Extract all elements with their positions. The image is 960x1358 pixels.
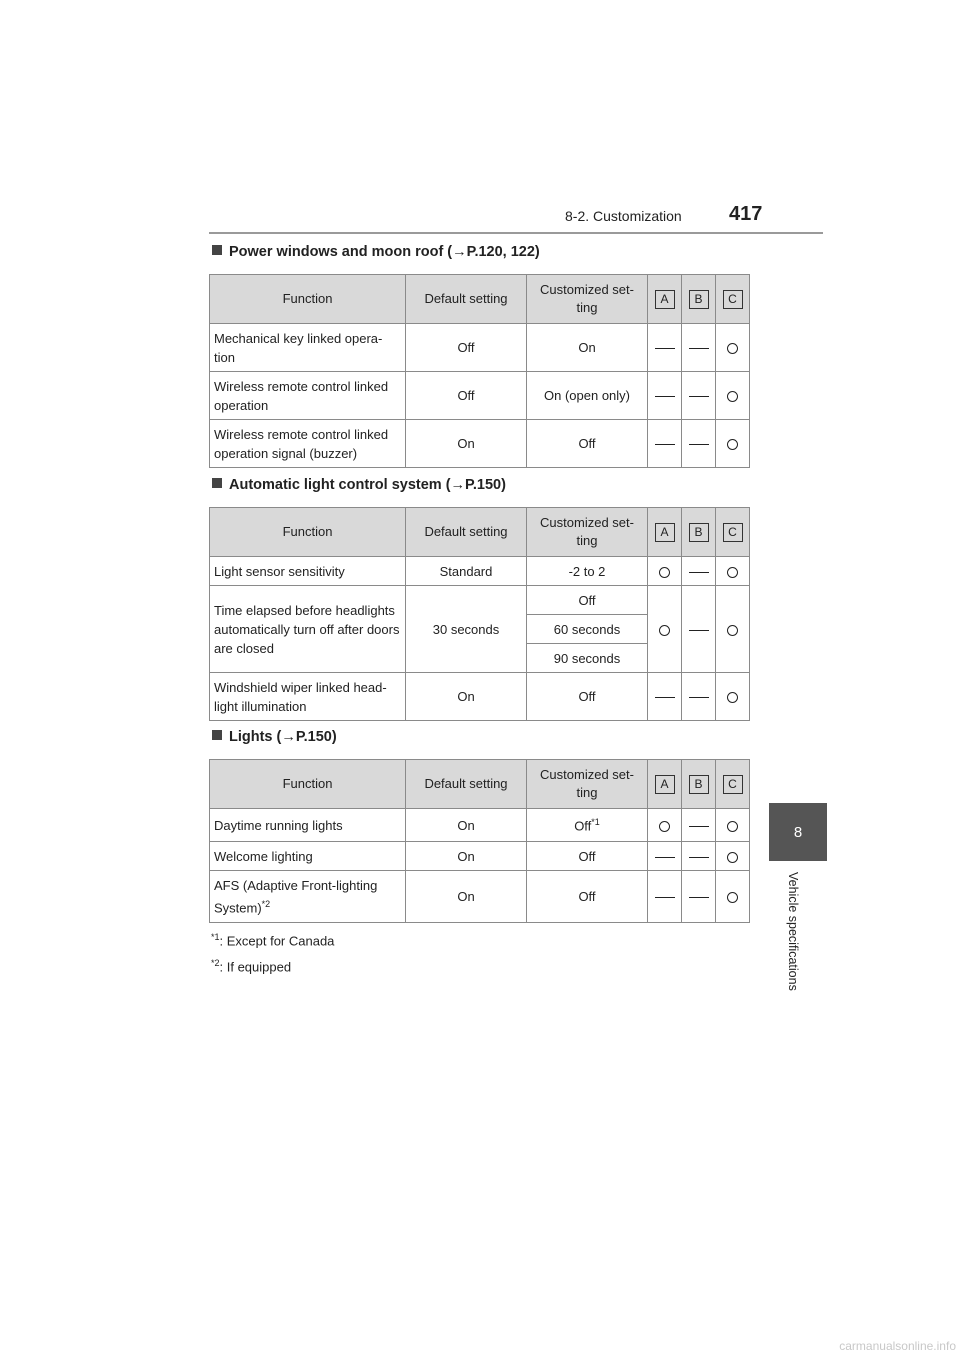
- letter-b-icon: B: [689, 290, 709, 309]
- cell-a: [648, 420, 682, 468]
- circle-icon: [727, 343, 738, 354]
- dash-icon: [655, 396, 675, 397]
- header-b: [682, 508, 716, 557]
- table-row: [210, 586, 750, 615]
- heading-automatic-light: Automatic light control system (→P.150): [212, 477, 506, 493]
- cell-custom-option: 90 seconds: [527, 644, 648, 673]
- header-function: Function: [210, 760, 406, 809]
- table-header-row: [210, 275, 750, 324]
- cell-b: [682, 324, 716, 372]
- chapter-label: Vehicle specifications: [786, 872, 800, 991]
- letter-a-icon: A: [655, 523, 675, 542]
- letter-c-icon: C: [723, 290, 743, 309]
- cell-custom: Off$^{*1}$: [527, 809, 648, 842]
- cell-c: [716, 871, 750, 923]
- cell-a: [648, 586, 682, 673]
- cell-default: Standard: [406, 557, 527, 586]
- cell-c: [716, 842, 750, 871]
- cell-c: [716, 420, 750, 468]
- header-default: Default setting: [406, 508, 527, 557]
- circle-icon: [659, 567, 670, 578]
- cell-b: [682, 586, 716, 673]
- square-bullet-icon: [212, 478, 222, 488]
- table-row: [210, 842, 750, 871]
- cell-a: [648, 673, 682, 721]
- cell-a: [648, 871, 682, 923]
- cell-c: [716, 324, 750, 372]
- cell-b: [682, 420, 716, 468]
- table-row: [210, 871, 750, 923]
- cell-default: Off: [406, 324, 527, 372]
- table-power-windows: [209, 274, 750, 468]
- cell-b: [682, 673, 716, 721]
- cell-function: AFS (Adaptive Front-lighting System)$^{*2}$: [210, 871, 406, 923]
- header-customized: Customized set-ting: [527, 760, 648, 809]
- cell-default: 30 seconds: [406, 586, 527, 673]
- cell-custom: On: [527, 324, 648, 372]
- header-default: Default setting: [406, 760, 527, 809]
- table-lights: [209, 759, 750, 923]
- cell-function: Wireless remote control linked operation: [210, 372, 406, 420]
- cell-b: [682, 372, 716, 420]
- header-a: [648, 508, 682, 557]
- header-c: [716, 508, 750, 557]
- cell-custom: Off: [527, 871, 648, 923]
- cell-b: [682, 871, 716, 923]
- dash-icon: [655, 697, 675, 698]
- header-function: Function: [210, 275, 406, 324]
- dash-icon: [689, 857, 709, 858]
- header-rule: [209, 232, 823, 234]
- header-a: [648, 275, 682, 324]
- header-c: [716, 275, 750, 324]
- letter-b-icon: B: [689, 775, 709, 794]
- circle-icon: [727, 821, 738, 832]
- cell-function: Daytime running lights: [210, 809, 406, 842]
- section-title: 8-2. Customization: [565, 208, 682, 224]
- cell-b: [682, 842, 716, 871]
- table-row: [210, 673, 750, 721]
- cell-function: Wireless remote control linked operation signal (buzzer): [210, 420, 406, 468]
- cell-custom: On (open only): [527, 372, 648, 420]
- cell-custom: Off: [527, 420, 648, 468]
- circle-icon: [727, 692, 738, 703]
- dash-icon: [689, 697, 709, 698]
- cell-default: On: [406, 420, 527, 468]
- circle-icon: [727, 625, 738, 636]
- circle-icon: [727, 892, 738, 903]
- table-row: [210, 420, 750, 468]
- cell-c: [716, 586, 750, 673]
- footnote-1: $^{*1}$: Except for Canada: [211, 932, 335, 949]
- cell-b: [682, 809, 716, 842]
- dash-icon: [655, 857, 675, 858]
- circle-icon: [659, 625, 670, 636]
- square-bullet-icon: [212, 730, 222, 740]
- dash-icon: [689, 572, 709, 573]
- cell-custom-option: Off: [527, 586, 648, 615]
- cell-default: Off: [406, 372, 527, 420]
- cell-c: [716, 673, 750, 721]
- cell-a: [648, 842, 682, 871]
- dash-icon: [689, 826, 709, 827]
- header-b: [682, 275, 716, 324]
- heading-lights: Lights (→P.150): [212, 729, 337, 745]
- cell-c: [716, 809, 750, 842]
- dash-icon: [689, 630, 709, 631]
- header-b: [682, 760, 716, 809]
- footnote-marker: *2: [261, 898, 271, 909]
- cell-c: [716, 557, 750, 586]
- table-row: [210, 809, 750, 842]
- letter-c-icon: C: [723, 775, 743, 794]
- circle-icon: [727, 439, 738, 450]
- cell-default: On: [406, 809, 527, 842]
- cell-default: On: [406, 673, 527, 721]
- cell-c: [716, 372, 750, 420]
- heading-power-windows: Power windows and moon roof (→P.120, 122): [212, 244, 540, 260]
- cell-function: Time elapsed before headlights automatically turn off after doors are closed: [210, 586, 406, 673]
- cell-function: Light sensor sensitivity: [210, 557, 406, 586]
- cell-default: On: [406, 842, 527, 871]
- circle-icon: [659, 821, 670, 832]
- cell-a: [648, 324, 682, 372]
- dash-icon: [655, 897, 675, 898]
- dash-icon: [655, 348, 675, 349]
- table-header-row: [210, 508, 750, 557]
- cell-a: [648, 372, 682, 420]
- footnote-marker: *1: [591, 816, 600, 827]
- cell-a: [648, 557, 682, 586]
- header-default: Default setting: [406, 275, 527, 324]
- table-automatic-light: [209, 507, 750, 721]
- cell-function: Windshield wiper linked head-light illumination: [210, 673, 406, 721]
- letter-a-icon: A: [655, 290, 675, 309]
- header-function: Function: [210, 508, 406, 557]
- dash-icon: [689, 348, 709, 349]
- cell-b: [682, 557, 716, 586]
- dash-icon: [689, 444, 709, 445]
- circle-icon: [727, 852, 738, 863]
- letter-a-icon: A: [655, 775, 675, 794]
- cell-a: [648, 809, 682, 842]
- chapter-tab[interactable]: 8: [769, 803, 827, 861]
- header-c: [716, 760, 750, 809]
- table-row: [210, 372, 750, 420]
- header-customized: Customized set-ting: [527, 275, 648, 324]
- dash-icon: [689, 396, 709, 397]
- cell-custom: Off: [527, 673, 648, 721]
- circle-icon: [727, 391, 738, 402]
- table-header-row: [210, 760, 750, 809]
- dash-icon: [655, 444, 675, 445]
- page-number: 417: [729, 203, 763, 225]
- table-row: [210, 324, 750, 372]
- cell-custom: -2 to 2: [527, 557, 648, 586]
- cell-default: On: [406, 871, 527, 923]
- square-bullet-icon: [212, 245, 222, 255]
- header-a: [648, 760, 682, 809]
- header-customized: Customized set-ting: [527, 508, 648, 557]
- circle-icon: [727, 567, 738, 578]
- table-row: [210, 557, 750, 586]
- letter-c-icon: C: [723, 523, 743, 542]
- watermark: carmanualsonline.info: [839, 1339, 956, 1353]
- cell-custom: Off: [527, 842, 648, 871]
- dash-icon: [689, 897, 709, 898]
- letter-b-icon: B: [689, 523, 709, 542]
- cell-function: Welcome lighting: [210, 842, 406, 871]
- cell-function: Mechanical key linked opera-tion: [210, 324, 406, 372]
- cell-custom-option: 60 seconds: [527, 615, 648, 644]
- footnote-2: $^{*2}$: If equipped: [211, 958, 292, 975]
